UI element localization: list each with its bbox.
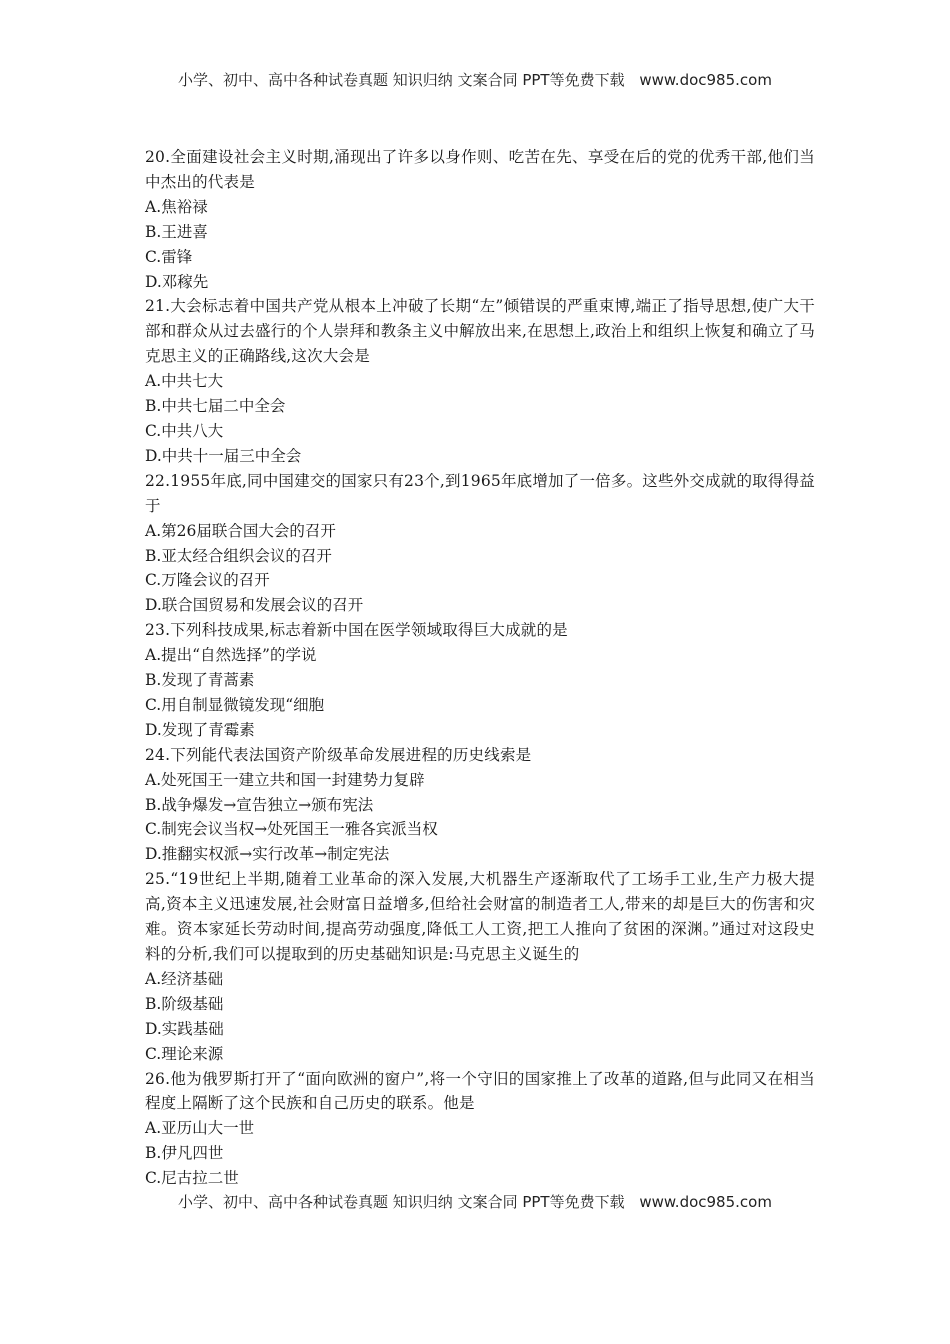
question-list <box>145 145 815 1191</box>
footer-url[interactable]: www.doc985.com <box>639 1193 772 1211</box>
question-stem: 24.下列能代表法国资产阶级革命发展进程的历史线索是 <box>145 745 532 764</box>
header-url[interactable]: www.doc985.com <box>639 71 772 89</box>
answer-option: A.提出“自然选择”的学说 <box>145 646 317 665</box>
answer-option: C.雷锋 <box>145 247 193 266</box>
question-stem: 25.“19世纪上半期,随着工业革命的深入发展,大机器生产逐渐取代了工场手工业,生产力极大提高,资本主义迅速发展,社会财富日益增多,但给社会财富的制造者工人,带来的却是巨大的伤害和灾难。资本家延长劳动时间,提高劳动强度,降低工人工资,把工人推向了贫困的深渊。”通过对这段史料的分析,我们可以提取到的历史基础知识是:马克思主义诞生的 <box>145 870 815 963</box>
question-block <box>145 469 815 618</box>
answer-option: D.推翻实权派→实行改革→制定宪法 <box>145 845 390 864</box>
question-stem: 20.全面建设社会主义时期,涌现出了许多以身作则、吃苦在先、享受在后的党的优秀干部,他们当中杰出的代表是 <box>145 148 815 191</box>
answer-option: A.第26届联合国大会的召开 <box>145 521 336 540</box>
question-stem: 26.他为俄罗斯打开了“面向欧洲的窗户”,将一个守旧的国家推上了改革的道路,但与此同又在相当程度上隔断了这个民族和自己历史的联系。他是 <box>145 1069 815 1113</box>
answer-option: C.中共八大 <box>145 421 224 440</box>
answer-option: B.发现了青蒿素 <box>145 671 255 690</box>
answer-option: C.制宪会议当权→处死国王一雅各宾派当权 <box>145 820 438 839</box>
question-block <box>145 867 815 1066</box>
answer-option: C.尼古拉二世 <box>145 1169 239 1188</box>
answer-option: B.战争爆发→宣告独立→颁布宪法 <box>145 795 374 814</box>
answer-option: D.中共十一届三中全会 <box>145 446 302 465</box>
answer-option: C.用自制显微镜发现“细胞 <box>145 695 325 714</box>
question-block <box>145 294 815 468</box>
answer-option: C.万隆会议的召开 <box>145 571 270 590</box>
question-stem: 21.大会标志着中国共产党从根本上冲破了长期“左”倾错误的严重束博,端正了指导思想,使广大干部和群众从过去盛行的个人崇拜和教条主义中解放出来,在思想上,政治上和组织上恢复和确立了马克思主义的正确路线,这次大会是 <box>145 297 815 366</box>
page-footer <box>0 1191 950 1212</box>
question-stem: 23.下列科技成果,标志着新中国在医学领域取得巨大成就的是 <box>145 621 568 640</box>
question-stem: 22.1955年底,同中国建交的国家只有23个,到1965年底增加了一倍多。这些外交成就的取得得益于 <box>145 471 815 515</box>
answer-option: C.理论来源 <box>145 1044 224 1063</box>
question-block <box>145 1067 815 1192</box>
question-block <box>145 743 815 868</box>
answer-option: B.王进喜 <box>145 222 208 241</box>
footer-text: 小学、初中、高中各种试卷真题 知识归纳 文案合同 PPT等免费下载 <box>178 1193 625 1211</box>
answer-option: D.邓稼先 <box>145 272 209 291</box>
answer-option: B.中共七届二中全会 <box>145 397 286 416</box>
question-block <box>145 145 815 294</box>
answer-option: B.阶级基础 <box>145 994 224 1013</box>
question-block <box>145 618 815 743</box>
answer-option: D.实践基础 <box>145 1019 224 1038</box>
answer-option: A.中共七大 <box>145 372 224 391</box>
answer-option: A.处死国王一建立共和国一封建势力复辟 <box>145 770 425 789</box>
answer-option: D.联合国贸易和发展会议的召开 <box>145 596 364 615</box>
answer-option: D.发现了青霉素 <box>145 720 255 739</box>
answer-option: A.亚历山大一世 <box>145 1119 255 1138</box>
answer-option: B.亚太经合组织会议的召开 <box>145 546 332 565</box>
answer-option: B.伊凡四世 <box>145 1144 224 1163</box>
answer-option: A.经济基础 <box>145 969 224 988</box>
page-header <box>0 69 950 90</box>
header-text: 小学、初中、高中各种试卷真题 知识归纳 文案合同 PPT等免费下载 <box>178 71 625 89</box>
answer-option: A.焦裕禄 <box>145 197 208 216</box>
